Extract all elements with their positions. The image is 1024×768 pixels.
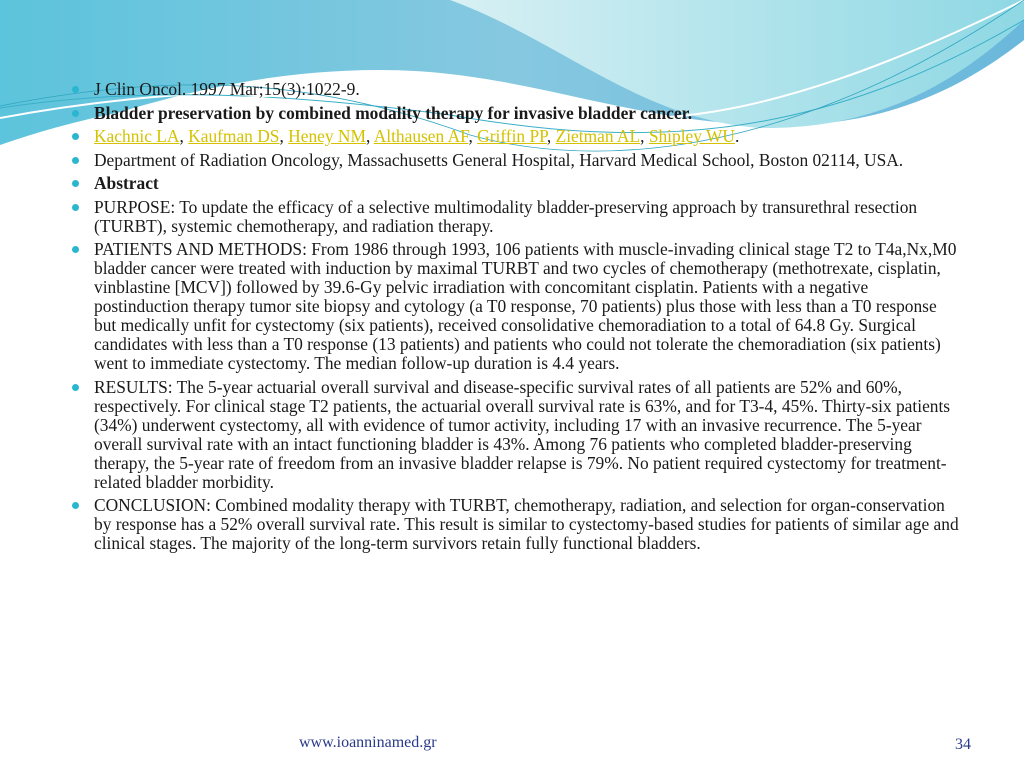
footer-website: www.ioanninamed.gr xyxy=(299,734,437,751)
bullet-icon xyxy=(72,384,79,391)
bullet-title xyxy=(72,104,962,123)
bullet-icon xyxy=(72,204,79,211)
bullet-purpose xyxy=(72,198,962,236)
author-link[interactable]: Shipley WU xyxy=(648,126,735,146)
page-number: 34 xyxy=(955,736,971,753)
bullet-citation xyxy=(72,80,962,99)
bullet-icon xyxy=(72,502,79,509)
author-link[interactable]: Kaufman DS xyxy=(188,126,280,146)
bullet-results xyxy=(72,378,962,492)
author-link[interactable]: Heney NM xyxy=(288,126,366,146)
bullet-icon xyxy=(72,110,79,117)
author-link[interactable]: Zietman AL xyxy=(555,126,641,146)
bullet-icon xyxy=(72,180,79,187)
abstract-bullet-list xyxy=(72,80,962,558)
methods-text: PATIENTS AND METHODS: From 1986 through 1993, 106 patients with muscle-invading clinical stage T2 to T4a,Nx,M0 bladder cancer were treated with induction by maximal TURBT and two cycles of chemotherapy (methotrexate, cisplatin, vinblastine [MCV]) followed by 39.6-Gy pelvic irradiation with concomitant cisplatin. Patients with a negative postinduction therapy tumor site biopsy and cytology (a T0 response, 70 patients) plus those with less than a T0 response but medically unfit for cystectomy (six patients), received consolidative chemoradiation to a total of 64.8 Gy. Surgical candidates with less than a T0 response (13 patients) and patients who could not tolerate the chemoradiation (six patients) went to immediate cystectomy. The median follow-up duration is 4.4 years. xyxy=(94,239,957,373)
bullet-abstract-heading xyxy=(72,174,962,193)
author-link[interactable]: Kachnic LA xyxy=(94,126,180,146)
bullet-conclusion xyxy=(72,496,962,553)
affiliation-text: Department of Radiation Oncology, Massachusetts General Hospital, Harvard Medical School, Boston 02114, USA. xyxy=(94,149,904,170)
author-link[interactable]: Althausen AF xyxy=(373,126,469,146)
bullet-icon xyxy=(72,133,79,140)
bullet-methods xyxy=(72,240,962,373)
abstract-heading: Abstract xyxy=(94,173,159,193)
conclusion-text: CONCLUSION: Combined modality therapy with TURBT, chemotherapy, radiation, and selection for organ-conservation by response has a 52% overall survival rate. This result is similar to cystectomy-based studies for patients of similar age and clinical stages. The majority of the long-term survivors retain fully functional bladders. xyxy=(94,495,959,553)
author-link[interactable]: Griffin PP xyxy=(477,126,547,146)
article-title: Bladder preservation by combined modality therapy for invasive bladder cancer. xyxy=(94,102,693,123)
bullet-icon xyxy=(72,86,79,93)
citation-text: J Clin Oncol. 1997 Mar;15(3):1022-9. xyxy=(94,79,360,99)
bullet-authors: Kachnic LA, Kaufman DS, Heney NM, Althausen AF, Griffin PP, Zietman AL, Shipley WU. xyxy=(72,127,962,146)
bullet-icon xyxy=(72,157,79,164)
purpose-text: PURPOSE: To update the efficacy of a selective multimodality bladder-preserving approach by transurethral resection (TURBT), systemic chemotherapy, and radiation therapy. xyxy=(94,196,918,236)
bullet-affiliation xyxy=(72,151,962,170)
bullet-icon xyxy=(72,246,79,253)
results-text: RESULTS: The 5-year actuarial overall survival and disease-specific survival rates of all patients are 52% and 60%, respectively. For clinical stage T2 patients, the actuarial overall survival rate is 63%, and for T3-4, 45%. Thirty-six patients (34%) underwent cystectomy, all with evidence of tumor activity, including 17 with an invasive recurrence. The 5-year overall survival rate with an intact functioning bladder is 43%. Among 76 patients who completed bladder-preserving therapy, the 5-year rate of freedom from an invasive bladder relapse is 79%. No patient required cystectomy for treatment-related bladder morbidity. xyxy=(94,376,951,492)
